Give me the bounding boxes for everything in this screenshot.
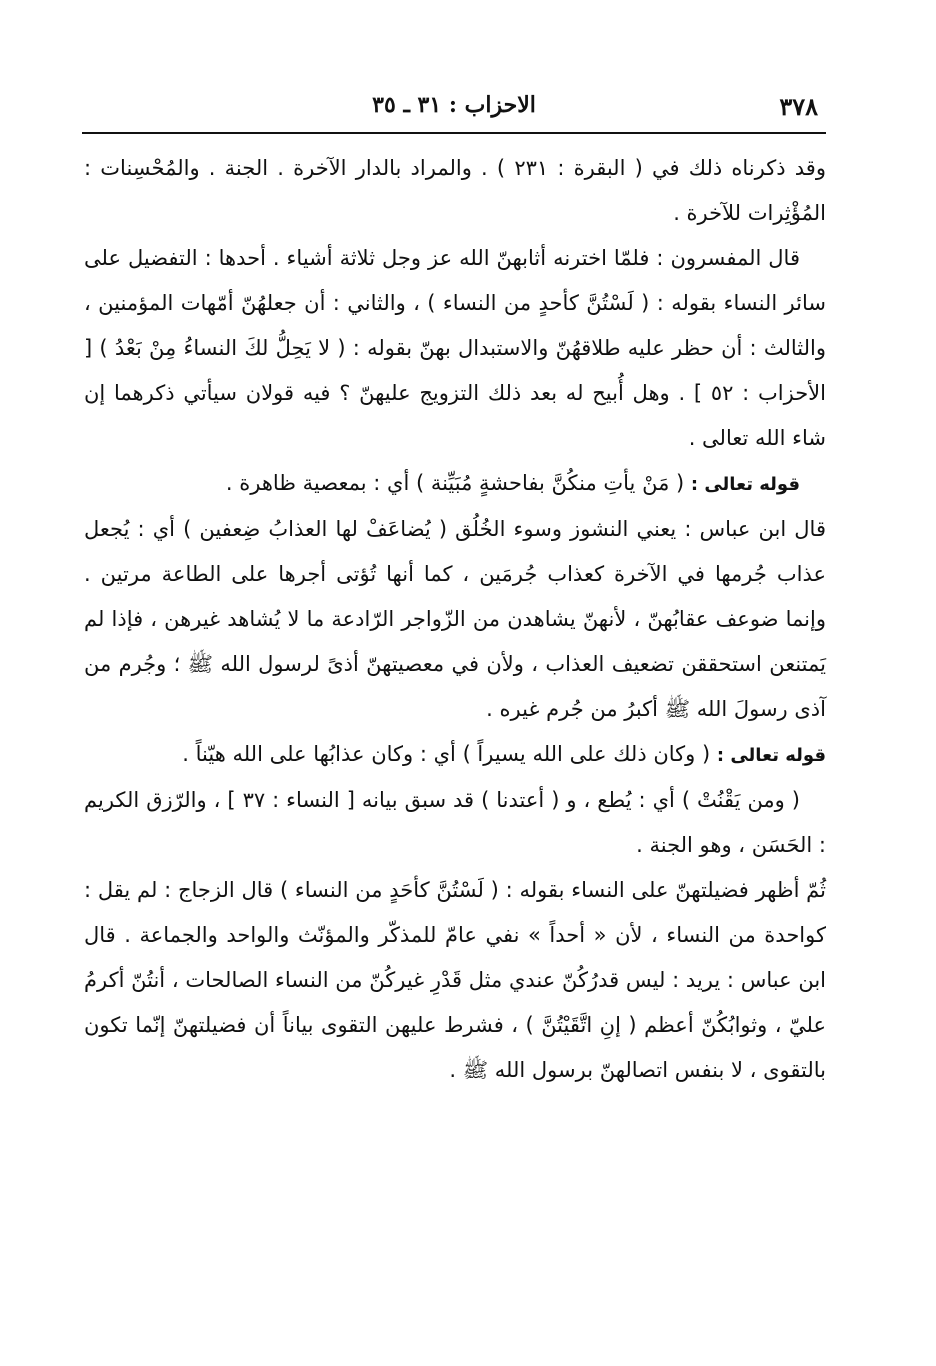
paragraph-6: [84, 778, 826, 868]
paragraph-2: [84, 236, 826, 461]
paragraph-text: وقد ذكرناه ذلك في ( البقرة : ٢٣١ ) . والمراد بالدار الآخرة . الجنة . والمُحْسِنات : المُؤْثِرات للآخرة .: [84, 156, 826, 225]
paragraph-text: ثُمّ أظهر فضيلتهنّ على النساء بقوله : ( لَسْتُنَّ كأحَدٍ من النساء ) قال الزجاج : لم يقل : كواحدة من النساء ، لأن « أحداً » نفي عامّ للمذكّر والمؤنّث والواحد والجماعة . قال ابن عباس : يريد : ليس قدرُكُنّ عندي مثل قَدْرِ غيركُنّ من النساء الصالحات ، أنتُنّ أكرمُ عليّ ، وثوابُكُنّ أعظم ( إنِ اتَّقَيْتُنَّ ) ، فشرط عليهن التقوى بياناً أن فضيلتهنّ إنّما تكون بالتقوى ، لا بنفس اتصالهنّ برسول الله ﷺ .: [84, 878, 826, 1082]
page-header: [84, 90, 824, 134]
paragraph-text: قال المفسرون : فلمّا اخترنه أثابهنّ الله عز وجل ثلاثة أشياء . أحدها : التفضيل على سائر النساء بقوله : ( لَسْتُنَّ كأحدٍ من النساء ) ، والثاني : أن جعلهُنّ أمّهات المؤمنين ، والثالث : أن حظر عليه طلاقهُنّ والاستبدال بهنّ بقوله : ( لا يَحِلُّ لكَ النساءُ مِنْ بَعْدُ ) [ الأحزاب : ٥٢ ] . وهل أُبيح له بعد ذلك التزويج عليهنّ ؟ فيه قولان سيأتي ذكرهما إن شاء الله تعالى .: [84, 246, 826, 450]
paragraph-text: ( ومن يَقْنُتْ ) أي : يُطع ، و ( أعتدنا ) قد سبق بيانه [ النساء : ٣٧ ] ، والرّزق الكريم : الحَسَن ، وهو الجنة .: [84, 788, 826, 857]
paragraph-text: قال ابن عباس : يعني النشوز وسوء الخُلُق ( يُضاعَفْ لها العذابُ ضِعفين ) أي : يُجعل عذاب جُرمها في الآخرة كعذاب جُرمَين ، كما أنها تُؤتى أجرها على الطاعة مرتين . وإنما ضوعف عقابُهنّ ، لأنهنّ يشاهدن من الزّواجر الرّادعة ما لا يُشاهد غيرهن ، فإذا لم يَمتنعن استحققن تضعيف العذاب ، ولأن في معصيتهنّ أذىً لرسول الله ﷺ ؛ وجُرم من آذى رسولَ الله ﷺ أكبرُ من جُرم غيره .: [84, 517, 826, 721]
paragraph-3: [84, 461, 826, 507]
verse-lead: قوله تعالى :: [690, 474, 800, 495]
paragraph-4: [84, 507, 826, 732]
paragraph-text: ( وكان ذلك على الله يسيراً ) أي : وكان عذابُها على الله هيّناً .: [182, 742, 711, 766]
paragraph-5: [84, 732, 826, 778]
paragraph-1: [84, 146, 826, 236]
paragraph-7: [84, 868, 826, 1093]
verse-lead: قوله تعالى :: [716, 745, 826, 766]
header-rule: [82, 132, 826, 134]
page-number: ٣٧٨: [779, 92, 818, 121]
paragraph-text: ( مَنْ يأتِ منكُنَّ بفاحشةٍ مُبَيِّنة ) أي : بمعصية ظاهرة .: [225, 471, 685, 495]
page-body: [84, 146, 826, 1093]
running-title: الاحزاب : ٣١ ـ ٣٥: [372, 92, 536, 118]
